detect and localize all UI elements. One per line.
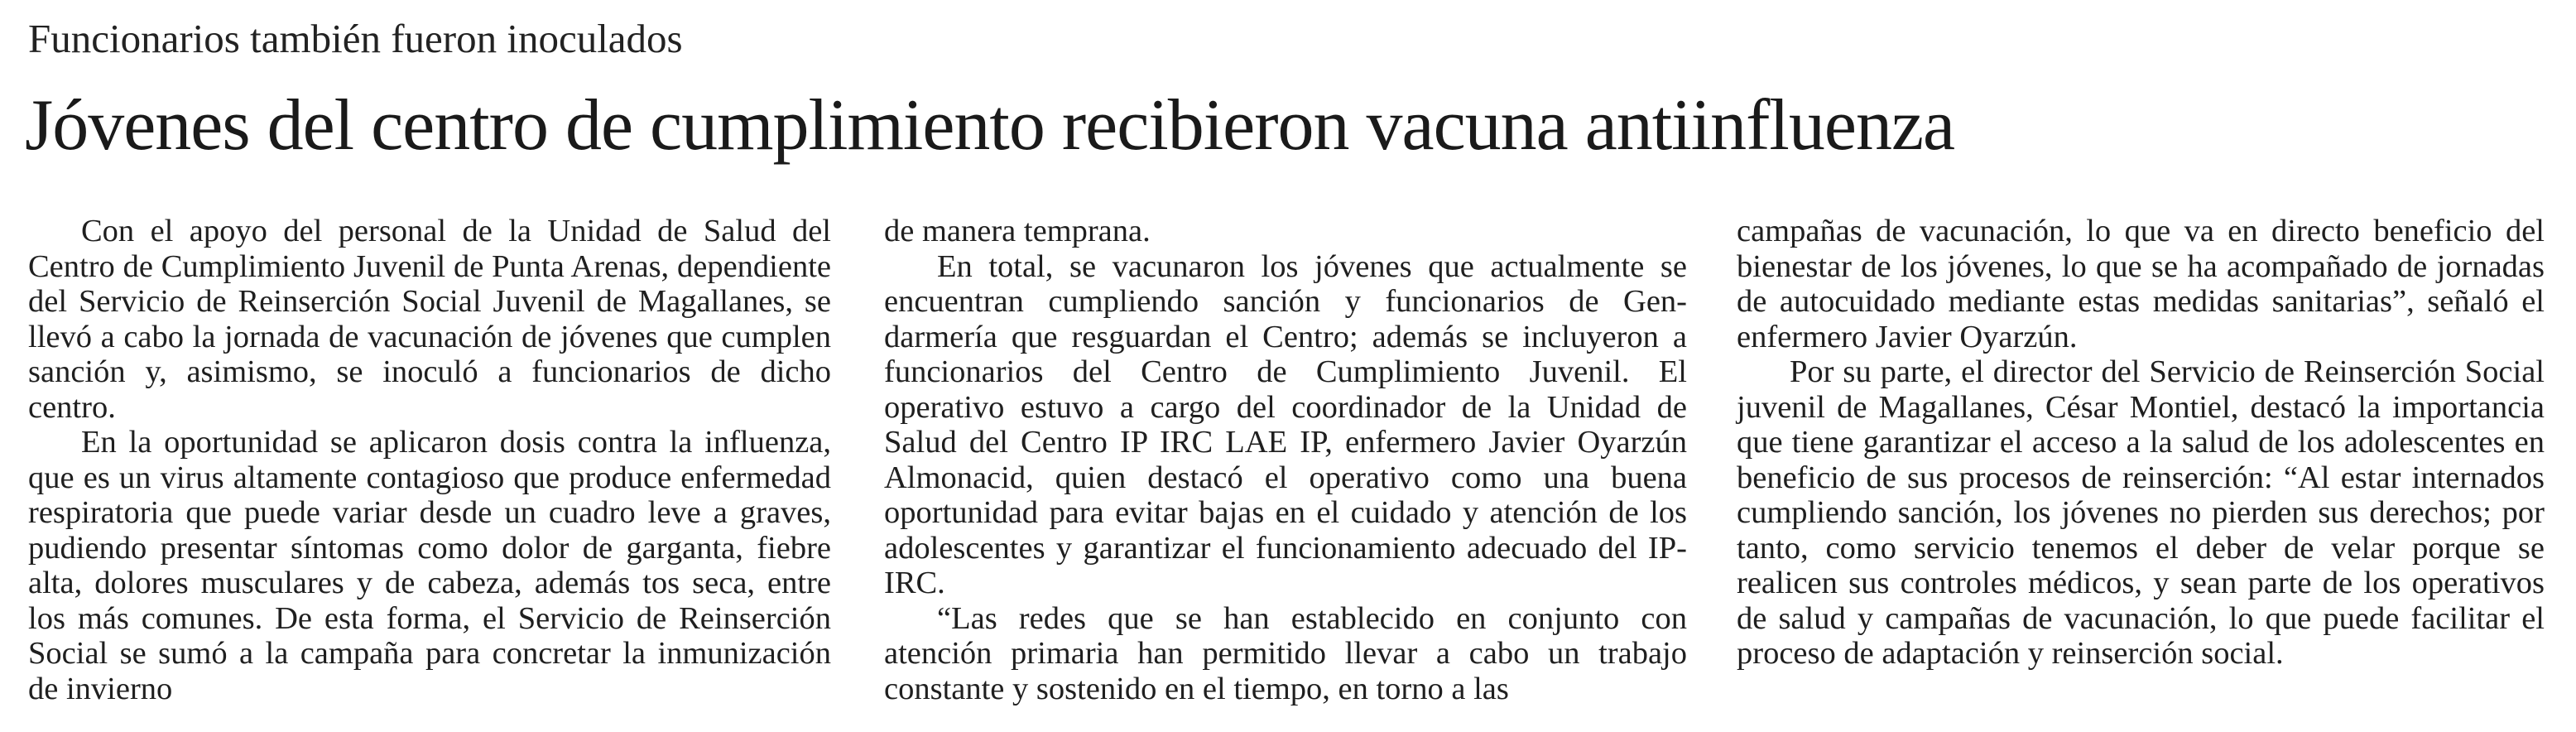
column-3-paragraph-2: Por su parte, el director del Servicio de Reinserción Social juvenil de Magallanes, César Montiel, destacó la importancia que tiene garantizar el acceso a la salud de los adolescentes en beneficio de sus procesos de reinserción: “Al estar internados cumpliendo sanción, los jóvenes no pierden sus derechos; por tanto, como servicio tenemos el deber de velar porque se realicen sus controles médicos, y sean parte de los operativos de salud y campañas de vacunación, lo que puede facilitar el proceso de adaptación y reinserción social. bbox=[1737, 354, 2545, 671]
column-2-paragraph-2: En total, se vacunaron los jóvenes que actualmente se encuentran cumpliendo sanción y funcionarios de Gendarmería que resguardan el Centro; además se incluyeron a funcionarios del Centro de Cumplimiento Juvenil. El operativo estuvo a cargo del coordinador de la Unidad de Salud del Centro IP IRC LAE IP, enfermero Javier Oyarzún Almonacid, quien destacó el operativo como una buena oportunidad para evitar bajas en el cuidado y atención de los adolescentes y garantizar el funcionamiento adecuado del IP-IRC. bbox=[884, 248, 1687, 600]
column-1-paragraph-1: Con el apoyo del personal de la Unidad de Salud del Centro de Cumplimiento Juvenil de Punta Arenas, dependiente del Servicio de Reinserción Social Juvenil de Magallanes, se llevó a cabo la jornada de vacunación de jóvenes que cumplen sanción y, asimismo, se inoculó a funcionarios de dicho centro. bbox=[28, 214, 831, 425]
article-column-2 bbox=[884, 214, 1687, 706]
article-kicker: Funcionarios también fueron inoculados bbox=[28, 16, 683, 61]
column-1-paragraph-2: En la oportunidad se aplicaron dosis contra la influenza, que es un virus altamente contagioso que produce enfermedad respiratoria que puede variar desde un cuadro leve a graves, pudiendo presentar síntomas como dolor de garganta, fiebre alta, dolores musculares y de cabeza, además tos seca, entre los más comunes. De esta forma, el Servicio de Reinserción Social se sumó a la campaña para concretar la inmunización de invierno bbox=[28, 425, 831, 706]
article-column-3 bbox=[1737, 214, 2545, 672]
column-2-paragraph-1: de manera temprana. bbox=[884, 214, 1151, 248]
article-headline: Jóvenes del centro de cumplimiento recibieron vacuna antiinfluenza bbox=[25, 85, 1955, 166]
column-2-paragraph-3: “Las redes que se han establecido en conjunto con atención primaria han permitido llevar a cabo un trabajo constante y sostenido en el tiempo, en torno a las bbox=[884, 600, 1687, 706]
column-3-paragraph-1: campañas de vacunación, lo que va en directo beneficio del bienestar de los jóvenes, lo que se ha acompañado de jornadas de autocuidado mediante estas medidas sanitarias”, señaló el enfermero Javier Oyarzún. bbox=[1737, 214, 2545, 354]
article-column-1 bbox=[28, 214, 831, 706]
